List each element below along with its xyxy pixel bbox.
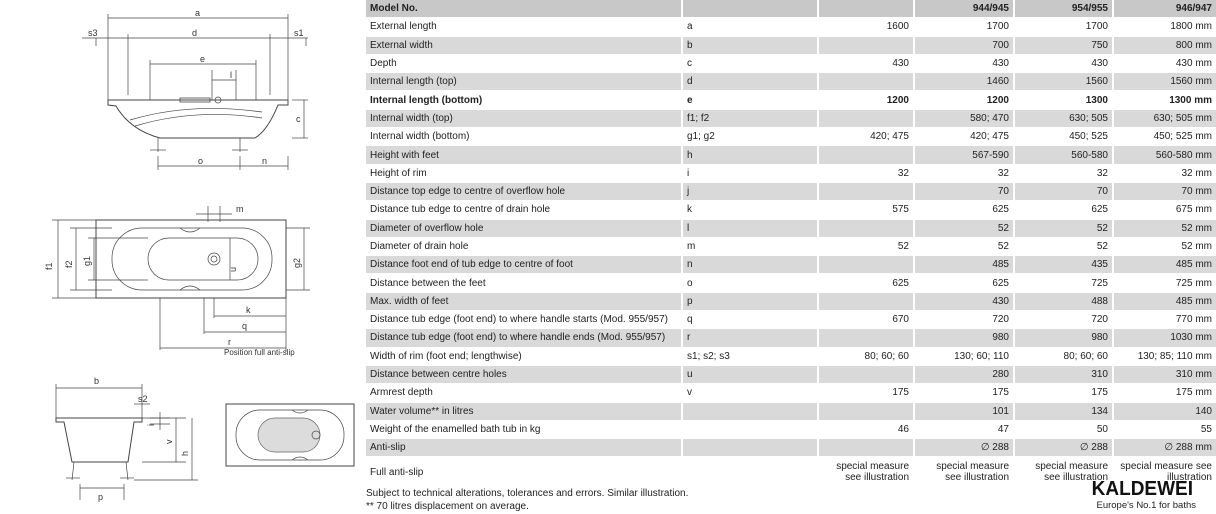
dim-label-g1: g1 xyxy=(82,255,92,266)
row-value: 80; 60; 60 xyxy=(818,347,914,365)
row-label: External width xyxy=(366,36,682,54)
row-value: 485 xyxy=(914,256,1014,274)
row-value: 420; 475 xyxy=(818,128,914,146)
row-value: 52 mm xyxy=(1113,219,1216,237)
row-value: 625 xyxy=(818,274,914,292)
row-value: 800 mm xyxy=(1113,36,1216,54)
technical-drawings xyxy=(0,0,362,514)
row-symbol: l xyxy=(682,219,818,237)
row-label: Distance top edge to centre of overflow hole xyxy=(366,182,682,200)
row-value: 625 xyxy=(914,201,1014,219)
row-value: 52 mm xyxy=(1113,237,1216,255)
table-row xyxy=(366,274,1216,292)
table-row xyxy=(366,54,1216,72)
row-value: 725 xyxy=(1014,274,1113,292)
row-label: Depth xyxy=(366,54,682,72)
table-row xyxy=(366,365,1216,383)
table-row xyxy=(366,311,1216,329)
row-label: Full anti-slip xyxy=(366,457,682,488)
dim-label-c: c xyxy=(296,114,301,124)
row-symbol: n xyxy=(682,256,818,274)
row-value: 430 xyxy=(1014,54,1113,72)
specification-table xyxy=(366,0,1216,488)
row-value: 430 mm xyxy=(1113,54,1216,72)
table-row xyxy=(366,439,1216,457)
row-value: 567-590 xyxy=(914,146,1014,164)
row-symbol: j xyxy=(682,182,818,200)
dim-label-g2: g2 xyxy=(292,257,302,268)
row-symbol xyxy=(682,420,818,438)
anti-slip-plan xyxy=(226,404,354,466)
row-value xyxy=(818,146,914,164)
dim-label-q: q xyxy=(242,321,248,331)
dim-label-p: p xyxy=(98,492,104,502)
dim-label-m: m xyxy=(236,204,244,214)
row-label: External length xyxy=(366,18,682,36)
row-label: Max. width of feet xyxy=(366,292,682,310)
dim-label-f1: f1 xyxy=(44,262,54,270)
row-value: 32 xyxy=(1014,164,1113,182)
row-value: 70 xyxy=(1014,182,1113,200)
row-value: 52 xyxy=(1014,237,1113,255)
row-value: 488 xyxy=(1014,292,1113,310)
row-value: 430 xyxy=(914,54,1014,72)
row-value: 130; 85; 110 mm xyxy=(1113,347,1216,365)
table-header-cell: 954/955 xyxy=(1014,0,1113,18)
row-value: ∅ 288 xyxy=(1014,439,1113,457)
row-value: special measure see illustration xyxy=(914,457,1014,488)
row-value: 47 xyxy=(914,420,1014,438)
table-row xyxy=(366,402,1216,420)
row-value: 625 xyxy=(914,274,1014,292)
table-header-cell xyxy=(818,0,914,18)
row-value: 55 xyxy=(1113,420,1216,438)
row-value: 720 xyxy=(1014,311,1113,329)
row-value: 720 xyxy=(914,311,1014,329)
row-value: 32 mm xyxy=(1113,164,1216,182)
table-row xyxy=(366,237,1216,255)
table-row xyxy=(366,73,1216,91)
row-value: 1460 xyxy=(914,73,1014,91)
row-label: Distance tub edge (foot end) to where handle starts (Mod. 955/957) xyxy=(366,311,682,329)
row-label: Armrest depth xyxy=(366,384,682,402)
row-value: 52 xyxy=(914,237,1014,255)
dim-label-b: b xyxy=(94,376,100,386)
dim-label-d: d xyxy=(192,28,198,38)
brand-block xyxy=(1089,478,1196,512)
row-value: 670 xyxy=(818,311,914,329)
row-value xyxy=(818,36,914,54)
table-header-cell: 946/947 xyxy=(1113,0,1216,18)
row-symbol: r xyxy=(682,329,818,347)
row-value: 101 xyxy=(914,402,1014,420)
row-value xyxy=(818,439,914,457)
row-value: 32 xyxy=(818,164,914,182)
row-value: 52 xyxy=(818,237,914,255)
row-value: special measure see illustration xyxy=(1014,457,1113,488)
row-value: 70 mm xyxy=(1113,182,1216,200)
table-row xyxy=(366,18,1216,36)
row-label: Anti-slip xyxy=(366,439,682,457)
table-header-cell: 944/945 xyxy=(914,0,1014,18)
row-value: 46 xyxy=(818,420,914,438)
row-symbol: i xyxy=(682,164,818,182)
row-value: 450; 525 xyxy=(1014,128,1113,146)
row-value: 175 xyxy=(1014,384,1113,402)
table-row xyxy=(366,219,1216,237)
row-value: 1800 mm xyxy=(1113,18,1216,36)
row-value: 430 xyxy=(914,292,1014,310)
dim-label-i: i xyxy=(146,424,156,426)
row-value xyxy=(818,219,914,237)
table-row xyxy=(366,146,1216,164)
row-symbol: d xyxy=(682,73,818,91)
footnote-volume: ** 70 litres displacement on average. xyxy=(366,501,529,512)
row-label: Width of rim (foot end; lengthwise) xyxy=(366,347,682,365)
row-value: 420; 475 xyxy=(914,128,1014,146)
row-value xyxy=(818,256,914,274)
row-value: 725 mm xyxy=(1113,274,1216,292)
cross-section xyxy=(56,376,198,502)
row-symbol: u xyxy=(682,365,818,383)
row-value xyxy=(818,402,914,420)
row-value: 130; 60; 110 xyxy=(914,347,1014,365)
row-symbol: m xyxy=(682,237,818,255)
row-value: 560-580 mm xyxy=(1113,146,1216,164)
bathtub-drawing xyxy=(0,0,362,514)
table-row xyxy=(366,256,1216,274)
dim-label-o: o xyxy=(198,156,204,166)
row-value: 1700 xyxy=(914,18,1014,36)
row-value: 980 xyxy=(1014,329,1113,347)
row-symbol xyxy=(682,457,818,488)
table-row xyxy=(366,292,1216,310)
row-value: 32 xyxy=(914,164,1014,182)
row-value: 630; 505 xyxy=(1014,109,1113,127)
table-row xyxy=(366,91,1216,109)
row-value: 52 xyxy=(1014,219,1113,237)
table-row xyxy=(366,347,1216,365)
row-label: Internal length (bottom) xyxy=(366,91,682,109)
row-label: Distance between the feet xyxy=(366,274,682,292)
table-header-cell: Model No. xyxy=(366,0,682,18)
dim-label-v: v xyxy=(164,439,174,444)
row-value: 435 xyxy=(1014,256,1113,274)
dim-label-k: k xyxy=(246,305,251,315)
row-symbol: c xyxy=(682,54,818,72)
row-value: 1300 mm xyxy=(1113,91,1216,109)
row-value: 430 xyxy=(818,54,914,72)
position-full-anti-slip-label: Position full anti-slip xyxy=(224,348,295,357)
row-symbol: f1; f2 xyxy=(682,109,818,127)
row-label: Internal length (top) xyxy=(366,73,682,91)
dim-label-l: l xyxy=(230,70,232,80)
row-value: 280 xyxy=(914,365,1014,383)
row-value xyxy=(818,365,914,383)
row-value: 700 xyxy=(914,36,1014,54)
row-label: Diameter of overflow hole xyxy=(366,219,682,237)
row-label: Distance tub edge to centre of drain hole xyxy=(366,201,682,219)
row-value xyxy=(818,329,914,347)
row-symbol: k xyxy=(682,201,818,219)
row-value: 770 mm xyxy=(1113,311,1216,329)
row-value xyxy=(818,109,914,127)
row-value: special measure see illustration xyxy=(818,457,914,488)
row-value: 450; 525 mm xyxy=(1113,128,1216,146)
row-label: Water volume** in litres xyxy=(366,402,682,420)
row-label: Internal width (bottom) xyxy=(366,128,682,146)
row-value: 175 xyxy=(818,384,914,402)
row-value: 310 mm xyxy=(1113,365,1216,383)
row-value: special measure see illustration xyxy=(1113,457,1216,488)
row-value: 485 mm xyxy=(1113,256,1216,274)
row-value: 750 xyxy=(1014,36,1113,54)
table-row xyxy=(366,384,1216,402)
row-value: 50 xyxy=(1014,420,1113,438)
row-value: 175 xyxy=(914,384,1014,402)
row-label: Height of rim xyxy=(366,164,682,182)
table-row xyxy=(366,182,1216,200)
footnotes xyxy=(366,487,688,513)
row-symbol: q xyxy=(682,311,818,329)
row-value: 580; 470 xyxy=(914,109,1014,127)
footnote-disclaimer: Subject to technical alterations, tolerances and errors. Similar illustration. xyxy=(366,488,689,499)
side-elevation xyxy=(82,8,308,170)
row-value xyxy=(818,182,914,200)
row-value: 630; 505 mm xyxy=(1113,109,1216,127)
row-symbol xyxy=(682,402,818,420)
row-symbol: g1; g2 xyxy=(682,128,818,146)
row-symbol: e xyxy=(682,91,818,109)
dim-label-u: u xyxy=(228,266,238,272)
brand-tagline: Europe's No.1 for baths xyxy=(1096,500,1196,511)
row-value: 134 xyxy=(1014,402,1113,420)
dim-label-f2: f2 xyxy=(64,260,74,268)
table-row xyxy=(366,128,1216,146)
row-symbol: b xyxy=(682,36,818,54)
row-symbol: v xyxy=(682,384,818,402)
row-value: 1200 xyxy=(818,91,914,109)
dim-label-h: h xyxy=(180,450,190,456)
row-value: ∅ 288 xyxy=(914,439,1014,457)
table-header-row xyxy=(366,0,1216,18)
row-value: 675 mm xyxy=(1113,201,1216,219)
row-value: 1700 xyxy=(1014,18,1113,36)
dim-label-s1: s1 xyxy=(294,28,304,38)
row-value: 140 xyxy=(1113,402,1216,420)
row-value: 175 mm xyxy=(1113,384,1216,402)
brand-logo: KALDEWEI xyxy=(1091,478,1194,500)
table-row xyxy=(366,329,1216,347)
row-label: Distance between centre holes xyxy=(366,365,682,383)
row-value: 1200 xyxy=(914,91,1014,109)
row-value: 485 mm xyxy=(1113,292,1216,310)
row-value: 1600 xyxy=(818,18,914,36)
row-value: 1560 mm xyxy=(1113,73,1216,91)
row-symbol xyxy=(682,439,818,457)
row-value: 310 xyxy=(1014,365,1113,383)
dim-label-s3: s3 xyxy=(88,28,98,38)
row-value: 980 xyxy=(914,329,1014,347)
table-row xyxy=(366,109,1216,127)
row-value: 1030 mm xyxy=(1113,329,1216,347)
dim-label-a: a xyxy=(195,8,201,18)
table-header-cell xyxy=(682,0,818,18)
row-value: 560-580 xyxy=(1014,146,1113,164)
row-label: Distance tub edge (foot end) to where handle ends (Mod. 955/957) xyxy=(366,329,682,347)
dim-label-e: e xyxy=(200,54,206,64)
row-symbol: h xyxy=(682,146,818,164)
dim-label-s2: s2 xyxy=(138,394,148,404)
row-symbol: o xyxy=(682,274,818,292)
table-row xyxy=(366,420,1216,438)
row-value: 52 xyxy=(914,219,1014,237)
row-symbol: p xyxy=(682,292,818,310)
row-value: 575 xyxy=(818,201,914,219)
table-row xyxy=(366,36,1216,54)
row-label: Internal width (top) xyxy=(366,109,682,127)
row-value: 625 xyxy=(1014,201,1113,219)
table-row xyxy=(366,164,1216,182)
row-value xyxy=(818,292,914,310)
row-value: 70 xyxy=(914,182,1014,200)
row-symbol: s1; s2; s3 xyxy=(682,347,818,365)
row-value xyxy=(818,73,914,91)
row-value: 1300 xyxy=(1014,91,1113,109)
row-label: Distance foot end of tub edge to centre of foot xyxy=(366,256,682,274)
row-value: 1560 xyxy=(1014,73,1113,91)
row-label: Height with feet xyxy=(366,146,682,164)
row-label: Diameter of drain hole xyxy=(366,237,682,255)
plan-view xyxy=(44,204,310,352)
table-row xyxy=(366,201,1216,219)
row-symbol: a xyxy=(682,18,818,36)
row-label: Weight of the enamelled bath tub in kg xyxy=(366,420,682,438)
row-value: ∅ 288 mm xyxy=(1113,439,1216,457)
dim-label-r: r xyxy=(228,337,231,347)
dim-label-n: n xyxy=(262,156,268,166)
row-value: 80; 60; 60 xyxy=(1014,347,1113,365)
